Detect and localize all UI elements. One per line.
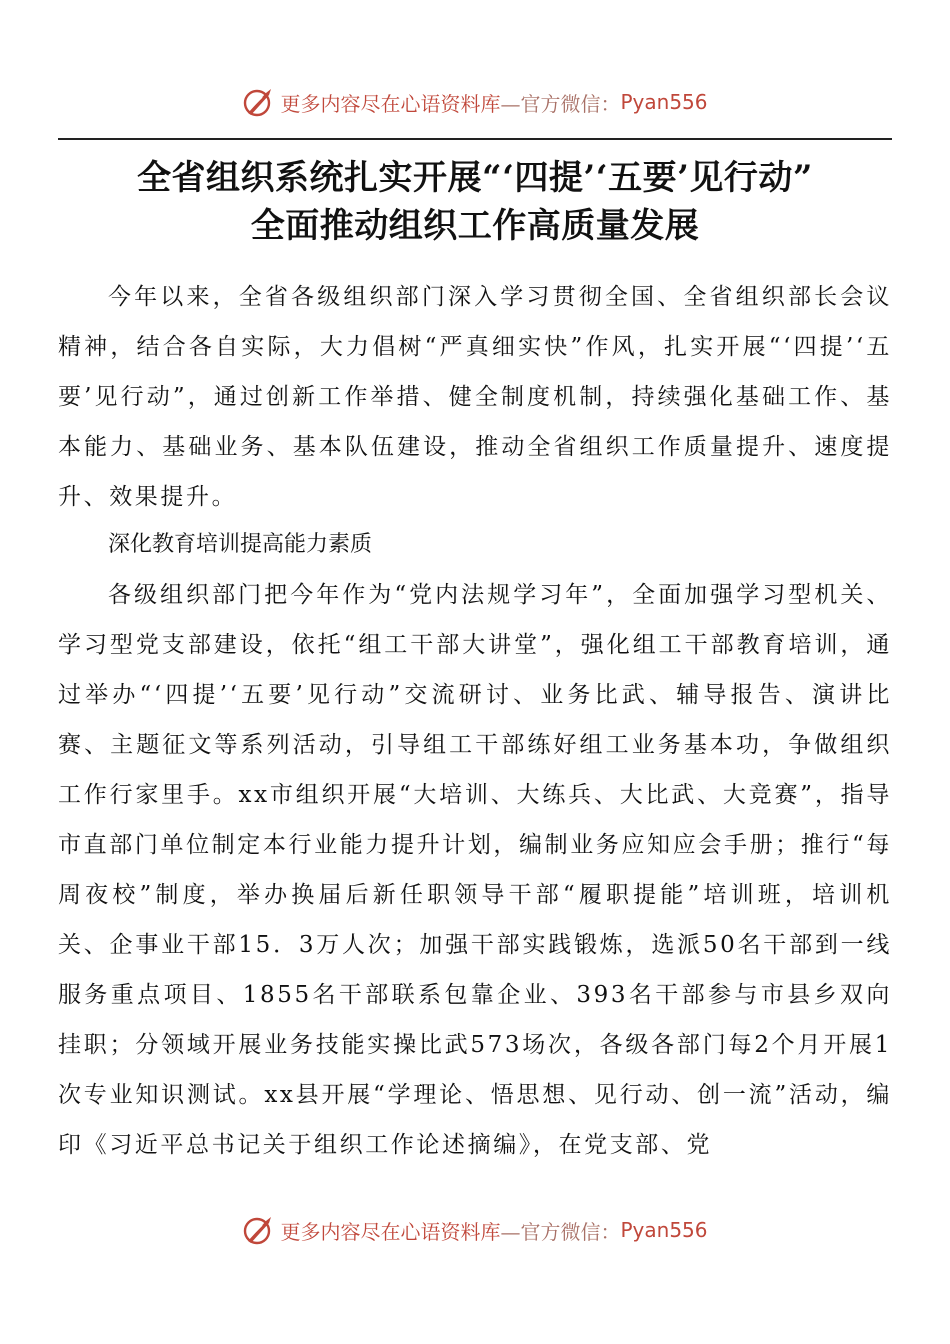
footer-banner (0, 1210, 950, 1250)
banner-text: 更多内容尽在心语资料库 (280, 1219, 501, 1244)
banner-wechat-label: —官方微信： (500, 91, 621, 116)
paragraph-intro: 今年以来，全省各级组织部门深入学习贯彻全国、全省组织部长会议精神，结合各自实际，大力倡树“严真细实快”作风，扎实开展“‘四提’‘五要’见行动”，通过创新工作举措、健全制度机制，持续强化基础工作、基本能力、基础业务、基本队伍建设，推动全省组织工作质量提升、速度提升、效果提升。 (58, 284, 892, 510)
document-title-line-1: 全省组织系统扎实开展“‘四提’‘五要’见行动” (137, 158, 813, 198)
header-rule (58, 138, 892, 140)
header-banner (0, 82, 950, 122)
banner-text: 更多内容尽在心语资料库 (280, 91, 501, 116)
section-heading: 深化教育培训提高能力素质 (108, 532, 373, 557)
pen-logo-icon (242, 85, 276, 119)
pen-logo-icon (242, 1213, 276, 1247)
banner-wechat-label: —官方微信： (500, 1219, 621, 1244)
banner-wechat-id: Pyan556 (620, 1218, 708, 1242)
paragraph-training: 各级组织部门把今年作为“党内法规学习年”，全面加强学习型机关、学习型党支部建设，依托“组工干部大讲堂”，强化组工干部教育培训，通过举办“‘四提’‘五要’见行动”交流研讨、业务比武、辅导报告、演讲比赛、主题征文等系列活动，引导组工干部练好组工业务基本功，争做组织工作行家里手。xx市组织开展“大培训、大练兵、大比武、大竞赛”，指导市直部门单位制定本行业能力提升计划，编制业务应知应会手册；推行“每周夜校”制度，举办换届后新任职领导干部“履职提能”培训班，培训机关、企事业干部15．3万人次；加强干部实践锻炼，选派50名干部到一线服务重点项目、1855名干部联系包靠企业、393名干部参与市县乡双向挂职；分领域开展业务技能实操比武573场次，各级各部门每2个月开展1次专业知识测试。xx县开展“学理论、悟思想、见行动、创一流”活动，编印《习近平总书记关于组织工作论述摘编》，在党支部、党 (58, 582, 892, 1158)
banner-wechat-id: Pyan556 (620, 90, 708, 114)
document-title-line-2: 全面推动组织工作高质量发展 (250, 206, 700, 246)
